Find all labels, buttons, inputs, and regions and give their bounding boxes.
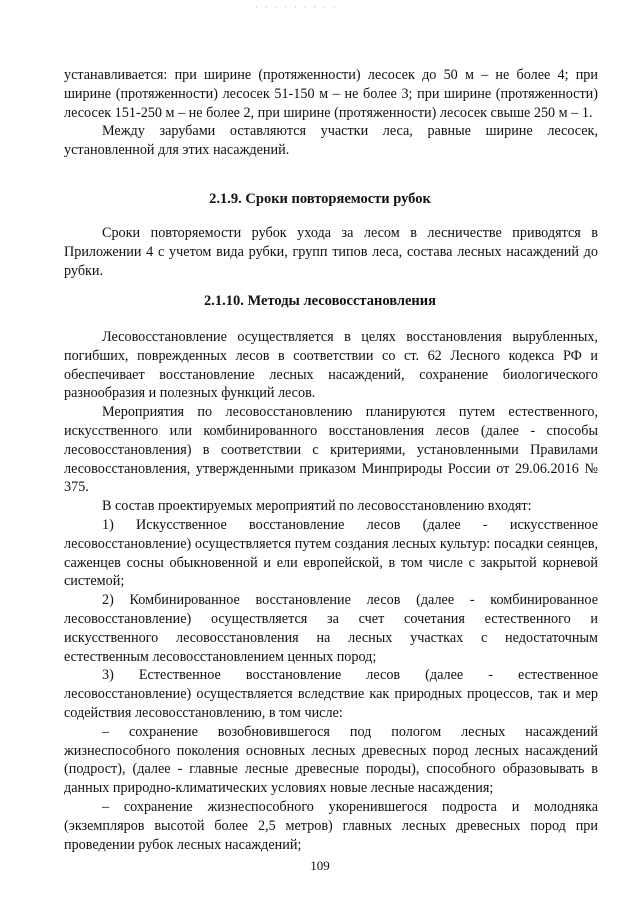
page-number: 109 bbox=[310, 858, 330, 873]
list-item-combined-reforestation: 2) Комбинированное восстановление лесов (далее - комбинированное лесовосстановление) осуществляется за счет сочетания естественного и искусственного лесовосстановления на лесных участках с недостаточным естественным лесовосстановлением ценных пород; bbox=[64, 592, 598, 665]
list-item-artificial-reforestation: 1) Искусственное восстановление лесов (далее - искусственное лесовосстановление) осуществляется путем создания лесных культур: посадки сеянцев, саженцев сосны обыкновенной и ели европейской, в том числе с закрытой корневой системой; bbox=[64, 516, 598, 590]
paragraph-between-cuts: Между зарубами оставляются участки леса, равные ширине лесосек, установленной для этих насаждений. bbox=[64, 123, 598, 159]
section-reforestation-body bbox=[64, 328, 598, 854]
scan-header-mark: · · · · · · · · · bbox=[255, 3, 338, 13]
list-item-natural-reforestation: 3) Естественное восстановление лесов (далее - естественное лесовосстановление) осуществляется вследствие как природных процессов, так и мер содействия лесовосстановлению, в том числе: bbox=[64, 667, 598, 721]
paragraph-lesosek-width: устанавливается: при ширине (протяженности) лесосек до 50 м – не более 4; при ширине (протяженности) лесосек 51-150 м – не более 3; при ширине (протяженности) лесосек 151-250 м – не более 2, при ширине (протяженности) лесосек свыше 250 м – 1. bbox=[64, 67, 598, 121]
paragraph-reforestation-goals: Лесовосстановление осуществляется в целях восстановления вырубленных, погибших, поврежденных лесов в соответствии со ст. 62 Лесного кодекса РФ и обеспечивает восстановление лесных насаждений, сохранение биологического разнообразия и полезных функций лесов. bbox=[64, 329, 598, 402]
dash-item-undergrowth-preservation: – сохранение возобновившегося под пологом лесных насаждений жизнеспособного поколения основных лесных древесных пород лесных насаждений (подрост), (далее - главные лесные древесные породы), способного образовывать в данных природно-климатических условиях новые лесные насаждения; bbox=[64, 723, 598, 797]
dash-item-young-growth-preservation: – сохранение жизнеспособного укоренившегося подроста и молодняка (экземпляров высотой более 2,5 метров) главных лесных древесных пород при проведении рубок лесных насаждений; bbox=[64, 798, 598, 853]
section-repeat-periods-body bbox=[64, 224, 598, 280]
paragraph-repeat-periods: Сроки повторяемости рубок ухода за лесом в лесничестве приводятся в Приложении 4 с учетом вида рубки, групп типов леса, состава лесных насаждений до рубки. bbox=[64, 225, 598, 279]
paragraph-reforestation-planning: Мероприятия по лесовосстановлению планируются путем естественного, искусственного или комбинированного восстановления лесов (далее - способы лесовосстановления) в соответствии с критериями, установленными Правилами лесовосстановления, утвержденными приказом Минприроды России от 29.06.2016 № 375. bbox=[64, 404, 598, 496]
section-heading-reforestation-methods: 2.1.10. Методы лесовосстановления bbox=[204, 293, 436, 309]
intro-block bbox=[64, 66, 598, 160]
section-heading-repeat-periods: 2.1.9. Сроки повторяемости рубок bbox=[209, 191, 431, 207]
paragraph-planned-measures-intro: В состав проектируемых мероприятий по лесовосстановлению входят: bbox=[102, 498, 532, 515]
